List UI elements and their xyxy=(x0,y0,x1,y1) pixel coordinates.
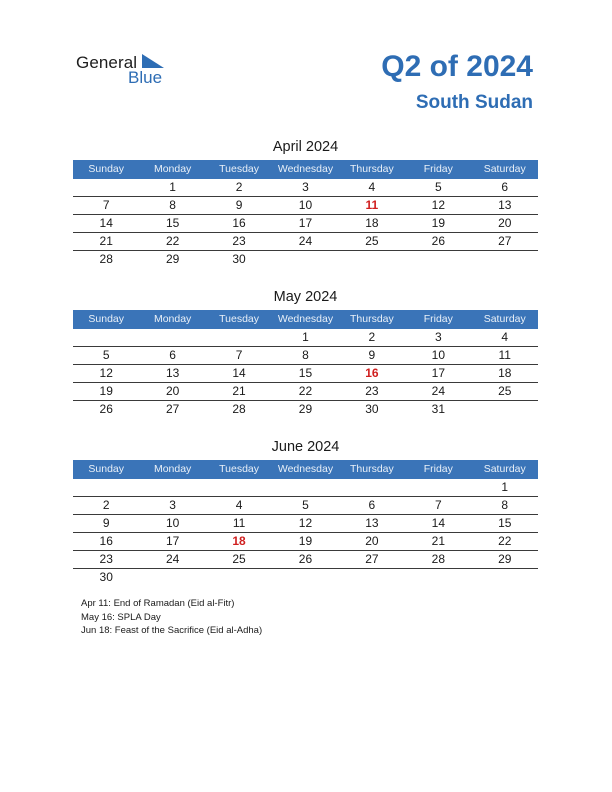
day-cell xyxy=(206,479,272,496)
week-row xyxy=(73,479,538,497)
day-cell: 1 xyxy=(501,480,509,494)
day-cell xyxy=(139,329,205,346)
day-cell: 7 xyxy=(102,198,110,212)
day-cell: 6 xyxy=(368,498,376,512)
day-cell: 4 xyxy=(368,180,376,194)
day-cell xyxy=(139,569,205,586)
day-cell xyxy=(472,251,538,268)
day-cell: 11 xyxy=(365,198,379,212)
weekday-label: Monday xyxy=(153,463,192,475)
week-row xyxy=(73,533,538,551)
weekday-label: Monday xyxy=(153,163,192,175)
day-cell: 4 xyxy=(235,498,243,512)
day-cell: 31 xyxy=(431,402,445,416)
day-cell: 12 xyxy=(431,198,445,212)
holiday-notes xyxy=(81,597,262,638)
day-cell xyxy=(272,251,338,268)
day-cell xyxy=(73,329,139,346)
day-cell: 16 xyxy=(99,534,113,548)
day-cell xyxy=(73,479,139,496)
day-cell: 15 xyxy=(165,216,180,230)
week-row xyxy=(73,251,538,268)
day-cell xyxy=(139,479,205,496)
day-cell: 10 xyxy=(298,198,313,212)
month-calendar xyxy=(73,286,538,418)
week-row xyxy=(73,233,538,251)
day-cell: 30 xyxy=(232,252,246,266)
day-cell xyxy=(339,569,405,586)
day-cell: 30 xyxy=(99,570,113,584)
day-cell: 19 xyxy=(298,534,313,548)
day-cell: 5 xyxy=(302,498,309,512)
logo-general-text: General xyxy=(76,53,138,72)
generalblue-logo xyxy=(76,53,186,87)
week-row xyxy=(73,497,538,515)
day-cell: 1 xyxy=(169,180,176,194)
day-cell: 2 xyxy=(102,498,110,512)
day-cell: 13 xyxy=(365,516,379,530)
day-cell: 26 xyxy=(99,402,113,416)
day-cell xyxy=(472,401,538,418)
day-cell: 21 xyxy=(431,534,445,548)
day-cell: 19 xyxy=(431,216,445,230)
week-row xyxy=(73,215,538,233)
day-cell xyxy=(339,479,405,496)
day-cell xyxy=(73,179,139,196)
day-cell: 28 xyxy=(431,552,445,566)
day-cell: 10 xyxy=(431,348,445,362)
day-cell: 27 xyxy=(365,552,379,566)
day-cell: 26 xyxy=(431,234,445,248)
day-cell: 11 xyxy=(232,516,246,530)
day-cell: 16 xyxy=(365,366,379,380)
day-cell: 24 xyxy=(298,234,313,248)
day-cell: 18 xyxy=(498,366,512,380)
weekday-label: Thursday xyxy=(350,463,394,475)
week-row xyxy=(73,383,538,401)
day-cell: 21 xyxy=(99,234,113,248)
weekday-label: Friday xyxy=(423,163,453,175)
day-cell: 20 xyxy=(498,216,512,230)
day-cell: 11 xyxy=(498,348,511,362)
day-cell: 3 xyxy=(169,498,176,512)
day-cell: 12 xyxy=(298,516,313,530)
day-cell: 24 xyxy=(431,384,445,398)
day-cell: 29 xyxy=(498,552,512,566)
day-cell: 2 xyxy=(235,180,243,194)
weekday-label: Tuesday xyxy=(219,463,259,475)
day-cell: 25 xyxy=(232,552,246,566)
week-row xyxy=(73,551,538,569)
month-calendar xyxy=(73,436,538,586)
month-title: June 2024 xyxy=(271,439,340,455)
weekday-header xyxy=(73,160,538,179)
weekday-header xyxy=(73,460,538,479)
day-cell xyxy=(405,479,471,496)
week-row xyxy=(73,401,538,418)
day-cell: 25 xyxy=(365,234,379,248)
day-cell: 14 xyxy=(431,516,445,530)
day-cell: 6 xyxy=(169,348,176,362)
weekday-label: Sunday xyxy=(88,463,125,475)
day-cell: 29 xyxy=(298,402,313,416)
day-cell: 3 xyxy=(434,330,442,344)
weekday-label: Tuesday xyxy=(219,313,259,325)
day-cell: 28 xyxy=(232,402,246,416)
day-cell xyxy=(206,569,272,586)
day-cell xyxy=(472,569,538,586)
day-cell xyxy=(405,251,471,268)
weekday-label: Saturday xyxy=(483,313,526,325)
weekday-label: Tuesday xyxy=(219,163,259,175)
day-cell: 4 xyxy=(501,330,509,344)
weekday-label: Friday xyxy=(423,313,453,325)
weekday-label: Wednesday xyxy=(277,313,334,325)
day-cell: 2 xyxy=(368,330,376,344)
day-cell: 5 xyxy=(102,348,110,362)
logo-flag-icon xyxy=(142,54,164,68)
weekday-label: Thursday xyxy=(350,313,394,325)
holiday-note: Apr 11: End of Ramadan (Eid al-Fitr) xyxy=(81,598,235,609)
day-cell: 9 xyxy=(102,516,110,530)
weekday-label: Sunday xyxy=(88,163,125,175)
day-cell: 21 xyxy=(232,384,246,398)
day-cell: 22 xyxy=(498,534,512,548)
weekday-label: Wednesday xyxy=(277,163,334,175)
day-cell: 15 xyxy=(498,516,512,530)
day-cell: 3 xyxy=(302,180,309,194)
week-row xyxy=(73,347,538,365)
weekday-label: Friday xyxy=(423,463,453,475)
week-row xyxy=(73,365,538,383)
day-cell: 14 xyxy=(232,366,246,380)
country-name: South Sudan xyxy=(415,92,533,113)
day-cell: 15 xyxy=(298,366,313,380)
day-cell: 8 xyxy=(501,498,509,512)
month-title: April 2024 xyxy=(272,139,339,155)
day-cell: 23 xyxy=(99,552,113,566)
day-cell xyxy=(339,251,405,268)
weekday-label: Thursday xyxy=(350,163,394,175)
day-cell: 13 xyxy=(498,198,512,212)
week-row xyxy=(73,197,538,215)
holiday-note: Jun 18: Feast of the Sacrifice (Eid al-Adha) xyxy=(81,625,263,636)
day-cell: 19 xyxy=(99,384,113,398)
day-cell: 22 xyxy=(165,234,180,248)
month-title: May 2024 xyxy=(273,289,338,305)
day-cell: 23 xyxy=(232,234,246,248)
week-row xyxy=(73,515,538,533)
day-cell: 9 xyxy=(368,348,376,362)
day-cell: 18 xyxy=(232,534,246,548)
day-cell: 6 xyxy=(501,180,509,194)
day-cell: 8 xyxy=(302,348,309,362)
day-cell: 7 xyxy=(434,498,442,512)
weekday-header xyxy=(73,310,538,329)
logo-blue-text: Blue xyxy=(128,68,163,87)
week-row xyxy=(73,329,538,347)
weekday-label: Saturday xyxy=(483,463,526,475)
day-cell: 30 xyxy=(365,402,379,416)
day-cell: 17 xyxy=(431,366,445,380)
day-cell xyxy=(206,329,272,346)
weekday-label: Saturday xyxy=(483,163,526,175)
day-cell: 14 xyxy=(99,216,113,230)
day-cell xyxy=(272,569,338,586)
day-cell: 28 xyxy=(99,252,113,266)
day-cell: 8 xyxy=(169,198,176,212)
day-cell: 16 xyxy=(232,216,246,230)
day-cell: 5 xyxy=(434,180,442,194)
day-cell xyxy=(272,479,338,496)
weekday-label: Sunday xyxy=(88,313,125,325)
day-cell: 17 xyxy=(165,534,180,548)
day-cell: 25 xyxy=(498,384,512,398)
weekday-label: Wednesday xyxy=(277,463,334,475)
day-cell: 27 xyxy=(165,402,180,416)
day-cell: 29 xyxy=(165,252,180,266)
day-cell: 1 xyxy=(302,330,309,344)
day-cell: 20 xyxy=(365,534,379,548)
week-row xyxy=(73,569,538,586)
holiday-note: May 16: SPLA Day xyxy=(81,611,161,623)
month-calendar xyxy=(73,136,538,268)
day-cell: 13 xyxy=(165,366,180,380)
day-cell: 17 xyxy=(298,216,313,230)
day-cell: 26 xyxy=(298,552,313,566)
day-cell: 24 xyxy=(165,552,180,566)
day-cell: 12 xyxy=(99,366,113,380)
day-cell: 27 xyxy=(498,234,512,248)
page-title: Q2 of 2024 xyxy=(381,50,533,83)
day-cell: 23 xyxy=(365,384,379,398)
day-cell: 9 xyxy=(235,198,243,212)
weekday-label: Monday xyxy=(153,313,192,325)
day-cell: 10 xyxy=(165,516,180,530)
day-cell: 20 xyxy=(165,384,180,398)
week-row xyxy=(73,179,538,197)
day-cell: 18 xyxy=(365,216,379,230)
day-cell xyxy=(405,569,471,586)
day-cell: 22 xyxy=(298,384,313,398)
day-cell: 7 xyxy=(235,348,243,362)
